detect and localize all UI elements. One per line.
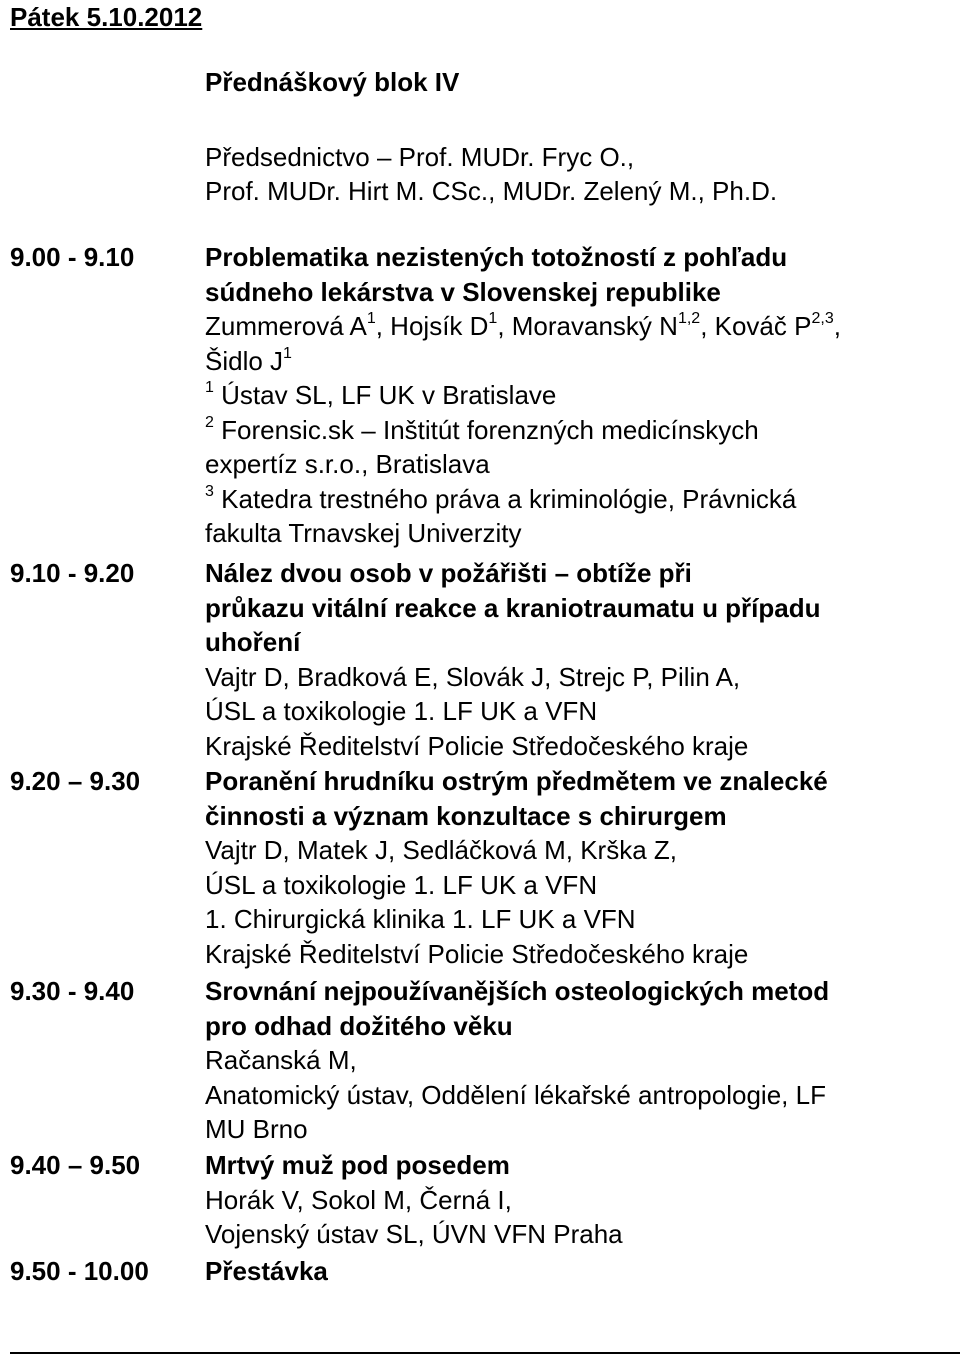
talk-title: pro odhad dožitého věku	[205, 1010, 513, 1041]
affiliation: Anatomický ústav, Oddělení lékařské antropologie, LF	[205, 1079, 826, 1110]
affiliation: Krajské Ředitelství Policie Středočeského kraje	[205, 938, 749, 969]
affiliation: MU Brno	[205, 1114, 308, 1144]
affiliation: 1. Chirurgická klinika 1. LF UK a VFN	[205, 904, 636, 934]
program-item	[205, 556, 945, 763]
affiliation: fakulta Trnavskej Univerzity	[205, 518, 522, 548]
talk-title: Mrtvý muž pod posedem	[205, 1150, 510, 1180]
talk-title: činnosti a význam konzultace s chirurgem	[205, 800, 727, 831]
program-item	[205, 240, 945, 551]
time-slot: 9.50 - 10.00	[10, 1256, 149, 1286]
talk-title: Problematika nezistených totožností z pohľadu	[205, 242, 788, 272]
affiliation: Vojenský ústav SL, ÚVN VFN Praha	[205, 1219, 623, 1249]
talk-title: Přestávka	[205, 1256, 328, 1286]
talk-title: uhoření	[205, 627, 301, 657]
author-list: Vajtr D, Matek J, Sedláčková M, Krška Z,	[205, 835, 677, 865]
author-list: Zummerová $A^1$, Hojsík $D^1$, Moravanský N$^{1,2}$, Kováč P$^{2,3}$,	[205, 310, 841, 341]
affiliation: $^3$ Katedra trestného práva a kriminológie, Právnická	[205, 482, 797, 514]
program-item	[205, 974, 945, 1147]
chair-line: Předsednictvo – Prof. MUDr. Fryc O.,	[205, 142, 635, 172]
author-list: Račanská M,	[205, 1045, 357, 1075]
time-slot: 9.10 - 9.20	[10, 558, 135, 588]
talk-title: Nález dvou osob v požářišti – obtíže při	[205, 558, 692, 588]
affiliation: ÚSL a toxikologie 1. LF UK a VFN	[205, 869, 598, 900]
time-slot: 9.40 – 9.50	[10, 1150, 141, 1180]
chair-list	[205, 140, 777, 208]
session-date: Pátek 5.10.2012	[10, 2, 203, 32]
author-list: Horák V, Sokol M, Černá I,	[205, 1184, 512, 1215]
affiliation: $^1$ Ústav SL, LF UK v Bratislave	[205, 379, 557, 410]
affiliation: ÚSL a toxikologie 1. LF UK a VFN	[205, 696, 598, 726]
program-item	[205, 1254, 945, 1289]
program-item	[205, 1148, 945, 1252]
footer-rule	[10, 1352, 960, 1354]
author-list: Šidlo $J^1$	[205, 344, 292, 376]
affiliation: Krajské Ředitelství Policie Středočeského kraje	[205, 730, 749, 761]
talk-title: průkazu vitální reakce a kraniotraumatu u případu	[205, 592, 821, 623]
time-slot: 9.00 - 9.10	[10, 242, 135, 272]
affiliation: expertíz s.r.o., Bratislava	[205, 449, 490, 479]
chair-line: Prof. MUDr. Hirt M. CSc., MUDr. Zelený M., Ph.D.	[205, 176, 778, 206]
program-item	[205, 764, 945, 971]
author-list: Vajtr D, Bradková E, Slovák J, Strejc P, Pilin A,	[205, 661, 741, 692]
talk-title: súdneho lekárstva v Slovenskej republike	[205, 276, 721, 307]
talk-title: Poranění hrudníku ostrým předmětem ve znalecké	[205, 766, 828, 796]
time-slot: 9.30 - 9.40	[10, 976, 135, 1006]
talk-title: Srovnání nejpoužívanějších osteologických metod	[205, 976, 830, 1006]
time-slot: 9.20 – 9.30	[10, 766, 141, 796]
affiliation: $^2$ Forensic.sk – Inštitút forenzných medicínskych	[205, 413, 759, 445]
block-title: Přednáškový blok IV	[205, 67, 460, 97]
